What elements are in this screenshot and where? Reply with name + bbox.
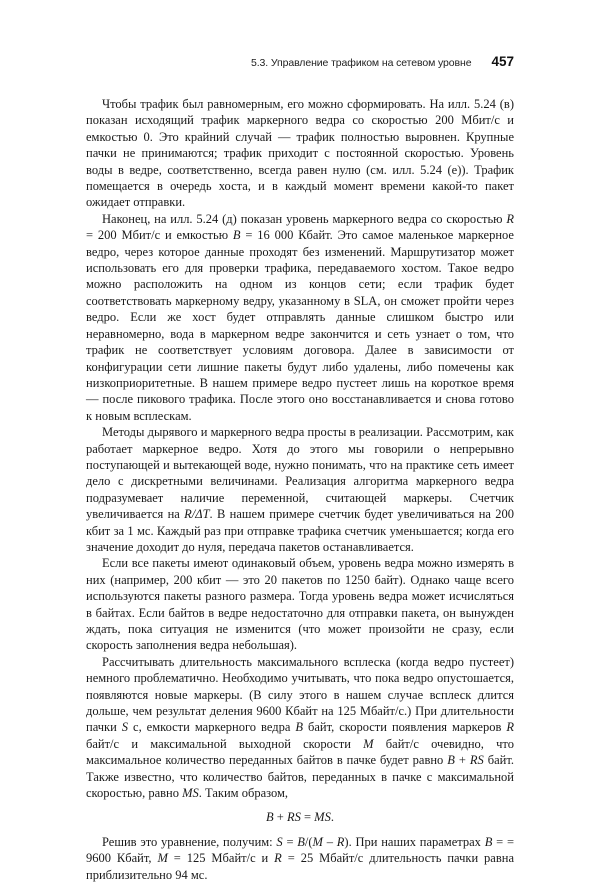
math-variable: B: [447, 753, 455, 768]
math-variable: B: [297, 834, 305, 849]
math-variable: MS: [314, 810, 331, 825]
math-variable: R: [336, 834, 345, 849]
math-variable: R/ΔT: [184, 507, 210, 522]
paragraph-packet-size: Если все пакеты имеют одинаковый объем, уровень ведра можно измерять в них (например, 200 кбит — это 20 пакетов по 1250 байт). Однако чаще всего используются пакеты разного размера. Тогда уровень ведра может исчисляться в байтах. Если байтов в ведре недостаточно для отправки пакета, он вынужден ждать, пока ситуация не изменится (что может произойти не сразу, если скорость заполнения ведра небольшая).: [86, 556, 514, 653]
math-variable: B: [232, 228, 241, 243]
math-variable: S: [121, 720, 129, 735]
math-variable: B: [484, 834, 493, 849]
math-variable: M: [312, 834, 323, 849]
body-text: [86, 96, 514, 883]
math-variable: B: [295, 720, 303, 735]
math-variable: R: [506, 211, 514, 226]
math-variable: R: [506, 720, 514, 735]
math-variable: RS: [286, 810, 301, 825]
formula: B + RS = MS.: [266, 810, 334, 825]
math-variable: B: [266, 810, 274, 825]
page-number: 457: [491, 54, 514, 69]
paragraph-token-bucket-level: Наконец, на илл. 5.24 (д) показан уровень маркерного ведра со скоростью R = 200 Мбит/с и емкостью B = 16 000 Кбайт. Это самое маленькое маркерное ведро, через которое данные проходят без изменений. Маршрутизатор может использовать его для проверки трафика, передаваемого хостом. Такое ведро можно расположить на одном из концов сети; если трафик будет соответствовать маркерному ведру, указанному в SLA, он сможет пройти через ведро. Если же хост будет отправлять данные слишком быстро или неравномерно, вода в маркерном ведре закончится и сеть узнает о том, что трафик не соответствует условиям договора. Далее в зависимости от конфигурации сети лишние пакеты будут либо удалены, либо помечены как низкоприоритетные. В нашем примере ведро пустеет лишь на короткое время — после пикового трафика. После этого оно восстанавливается и снова готово к новым всплескам.: [86, 211, 514, 423]
math-variable: R: [274, 851, 282, 866]
running-head: [86, 54, 514, 69]
paragraph-shaping: Чтобы трафик был равномерным, его можно сформировать. На илл. 5.24 (в) показан исходящий трафик маркерного ведра со скоростью 200 Мбит/с и емкостью 0. Это крайний случай — трафик полностью выровнен. Крупные пачки не принимаются; трафик приходит с постоянной скоростью. Уровень воды в ведре, соответственно, всегда равен нулю (см. илл. 5.24 (е)). Трафик помещается в очередь хоста, и в каждый момент времени какой-то пакет ожидает отправки.: [86, 97, 514, 210]
math-variable: RS: [469, 753, 484, 768]
section-title: 5.3. Управление трафиком на сетевом уровне: [250, 57, 472, 69]
math-variable: MS: [182, 786, 199, 801]
math-variable: S: [276, 834, 283, 849]
math-variable: M: [363, 736, 374, 751]
paragraph-solution: Решив это уравнение, получим: S = B/(M – R). При наших параметрах B = = 9600 Кбайт, M = 125 Мбайт/с и R = 25 Мбайт/с длительность пачки равна приблизительно 94 мс.: [86, 834, 515, 882]
math-variable: M: [157, 851, 168, 866]
paragraph-implementation: Методы дырявого и маркерного ведра просты в реализации. Рассмотрим, как работает маркерное ведро. Хотя до этого мы говорили о непрерывно поступающей и вытекающей воде, нужно понимать, что на практике сеть имеет дело с дискретными величинами. Реализация алгоритма маркерного ведра подразумевает наличие переменной, считающей маркеры. Счетчик увеличивается на R/ΔT. В нашем примере счетчик будет увеличиваться на 200 кбит за 1 мс. Каждый раз при отправке трафика счетчик уменьшается; когда его значение доходит до нуля, передача пакетов останавливается.: [86, 425, 514, 554]
paragraph-burst-length: Рассчитывать длительность максимального всплеска (когда ведро пустеет) немного проблематично. Необходимо учитывать, что пока ведро опустошается, появляются новые маркеры. (В силу этого в нашем случае всплеск длится дольше, чем результат деления 9600 Кбайт на 125 Мбайт/с.) При длительности пачки S с, емкости маркерного ведра B байт, скорости появления маркеров R байт/с и максимальной выходной скорости M байт/с очевидно, что максимальное количество переданных байтов в пачке будет равно B + RS байт. Также известно, что количество байтов, переданных в пачке с максимальной скоростью, равно MS. Таким образом,: [86, 654, 514, 801]
